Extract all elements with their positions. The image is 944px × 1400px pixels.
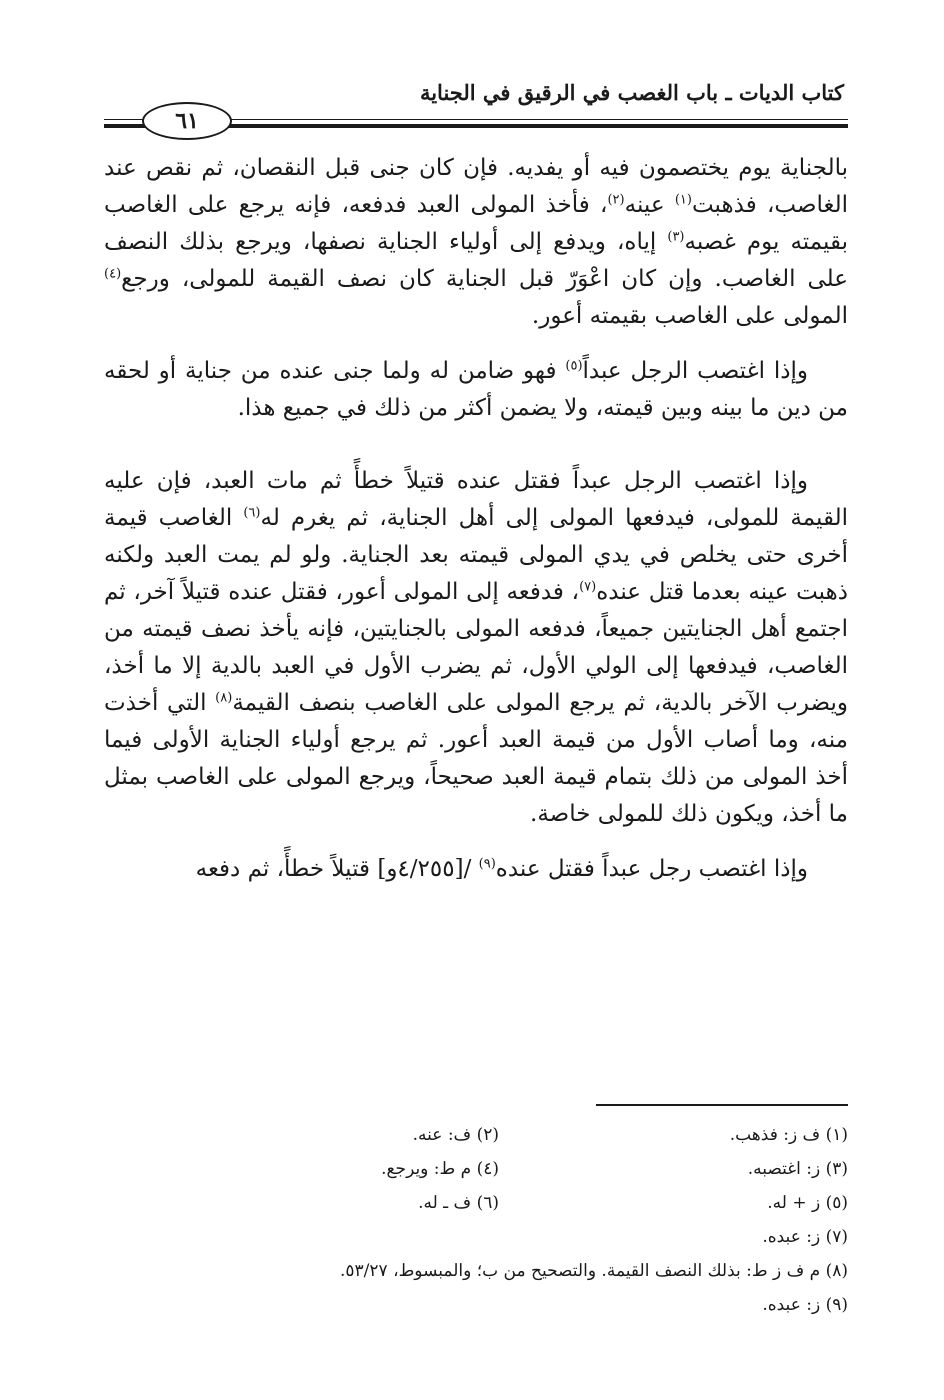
footnote-4: (٤) م ط: ويرجع. [381,1159,499,1179]
footnote-ref[interactable]: (٧) [579,579,597,595]
footnote-7: (٧) ز: عبده. [762,1227,848,1247]
footnote-row [150,1152,848,1186]
main-text [104,150,848,906]
text-run: /[٤/٢٥٥و] قتيلاً خطأً، ثم دفعه [195,856,479,882]
text-run: عينه [624,192,675,218]
footnote-ref[interactable]: (٣) [667,229,685,245]
footnote-ref[interactable]: (٩) [478,856,496,872]
text-run: بالجناية يوم يختصمون فيه أو يفديه. فإن كان جنى قبل النقصان، ثم نقص عند الغاصب، فذهبت [104,155,848,218]
text-run: ، فدفعه إلى المولى أعور، فقتل عنده قتيلاً آخر، ثم اجتمع أهل الجنايتين جميعاً، فدفعه المولى بالجنايتين، فإنه يأخذ نصف قيمته من الغاصب، فيدفعها إلى الولي الأول، ثم يضرب الأول في العبد بالدية إلا ما أخذ، ويضرب الآخر بالدية، ثم يرجع المولى على الغاصب بنصف القيمة [104,579,848,716]
text-run: وإذا اغتصب الرجل عبداً [582,358,808,384]
footnote-6: (٦) ف ـ له. [418,1193,499,1213]
text-run: وإذا اغتصب رجل عبداً فقتل عنده [495,856,808,882]
paragraph-1 [104,150,848,335]
footnote-ref[interactable]: (٨) [215,690,233,706]
footnote-row [150,1254,848,1288]
footnote-row [150,1186,848,1220]
footnote-ref[interactable]: (٤) [104,266,122,282]
footnote-row [150,1288,848,1322]
paragraph-2 [104,353,848,427]
footnote-separator [596,1104,848,1106]
text-run: ، فأخذ المولى العبد فدفعه، فإنه يرجع على الغاصب بقيمته يوم غصبه [104,192,849,255]
footnote-8: (٨) م ف ز ط: بذلك النصف القيمة. والتصحيح من ب؛ والمبسوط، ٥٣/٢٧. [340,1261,848,1281]
footnote-9: (٩) ز: عبده. [762,1295,848,1315]
footnote-2: (٢) ف: عنه. [412,1125,499,1145]
footnote-row [150,1118,848,1152]
footnote-row [150,1220,848,1254]
footnote-ref[interactable]: (١) [674,192,692,208]
text-run: إياه، ويدفع إلى أولياء الجناية نصفها، ويرجع بذلك النصف على الغاصب. وإن كان اعْوَرّ قبل الجناية كان نصف القيمة للمولى، ورجع [104,229,848,292]
page-number: ٦١ [175,108,199,134]
page-number-badge [142,102,232,140]
footnote-3: (٣) ز: اغتصبه. [747,1159,848,1179]
text-run: الغاصب قيمة أخرى حتى يخلص في يدي المولى قيمته بعد الجناية. ولو لم يمت العبد ولكنه ذهبت عينه بعدما قتل عنده [104,505,848,605]
text-run: فهو ضامن له ولما جنى عنده من جناية أو لحقه من دين ما بينه وبين قيمته، ولا يضمن أكثر من ذلك في جميع هذا. [104,358,848,421]
running-title: كتاب الديات ـ باب الغصب في الرقيق في الجناية [419,80,844,105]
paragraph-4 [104,851,848,888]
paragraph-3 [104,463,848,833]
footnote-ref[interactable]: (٦) [243,505,261,521]
footnote-5: (٥) ز + له. [767,1193,848,1213]
text-run: المولى على الغاصب بقيمته أعور. [531,303,848,329]
text-run: وإذا اغتصب الرجل عبداً فقتل عنده قتيلاً خطأً ثم مات العبد، فإن عليه القيمة للمولى، فيدفعها المولى إلى أهل الجناية، ثم يغرم له [104,468,848,531]
footnotes [150,1118,848,1322]
text-run: التي أخذت منه، وما أصاب الأول من قيمة العبد أعور. ثم يرجع أولياء الجناية الأولى فيما أخذ المولى من ذلك بتمام قيمة العبد صحيحاً، ويرجع المولى على الغاصب بمثل ما أخذ، ويكون ذلك للمولى خاصة. [104,690,848,827]
footnote-ref[interactable]: (٢) [607,192,625,208]
footnote-1: (١) ف ز: فذهب. [729,1125,848,1145]
footnote-ref[interactable]: (٥) [565,358,583,374]
